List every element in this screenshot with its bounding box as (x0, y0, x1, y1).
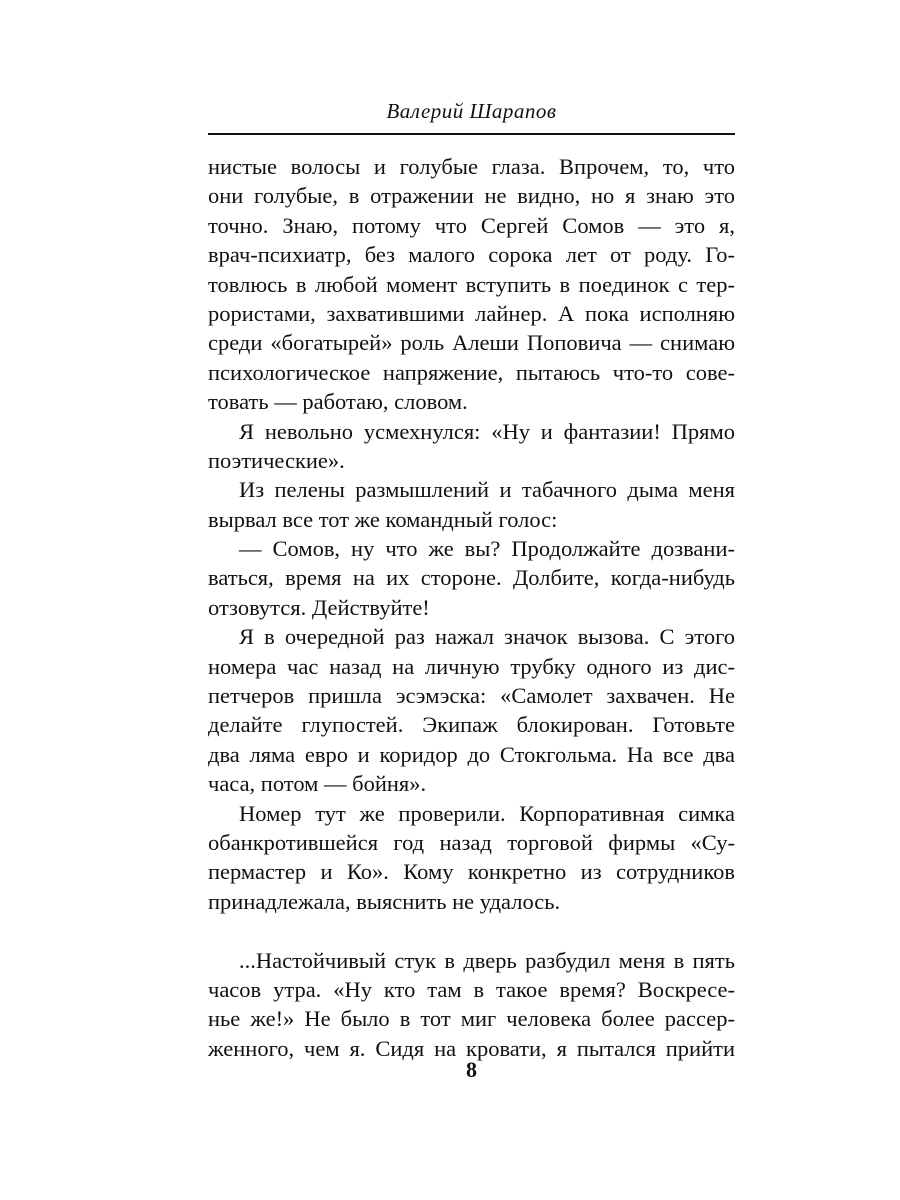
text-line: номера час назад на личную трубку одного из дис- (208, 653, 735, 679)
section-break (208, 916, 735, 945)
text-line: ...Настойчивый стук в дверь разбудил меня в пять (239, 947, 735, 973)
text-line: часа, потом — бойня». (208, 771, 427, 797)
text-line: точно. Знаю, потому что Сергей Сомов — это я, (208, 212, 735, 238)
text-line: часов утра. «Ну кто там в такое время? Воскресе- (208, 976, 735, 1002)
text-line: женного, чем я. Сидя на кровати, я пытался прийти (208, 1035, 735, 1061)
text-line: товать — работаю, словом. (208, 389, 468, 415)
text-line: два ляма евро и коридор до Стокгольма. На все два (208, 741, 735, 767)
text-line: принадлежала, выяснить не удалось. (208, 888, 561, 914)
text-line: поэтические». (208, 447, 345, 473)
text-line: психологическое напряжение, пытаюсь что-то сове- (208, 359, 735, 385)
text-line: товлюсь в любой момент вступить в поединок с тер- (208, 271, 735, 297)
text-line: ваться, время на их стороне. Долбите, когда-нибудь (208, 565, 735, 591)
text-line: вырвал все тот же командный голос: (208, 506, 558, 532)
text-line: нье же!» Не было в тот миг человека более рассер- (208, 1006, 735, 1032)
text-line: петчеров пришла эсэмэска: «Самолет захвачен. Не (208, 683, 735, 709)
text-line: Я невольно усмехнулся: «Ну и фантазии! Прямо (239, 418, 735, 444)
text-line: Номер тут же проверили. Корпоративная симка (239, 800, 735, 826)
text-line: нистые волосы и голубые глаза. Впрочем, то, что (208, 154, 735, 179)
text-line: они голубые, в отражении не видно, но я знаю это (208, 183, 735, 209)
text-line: Я в очередной раз нажал значок вызова. С этого (239, 624, 735, 650)
page-number: 8 (466, 1057, 477, 1082)
running-header-author: Валерий Шарапов (386, 99, 557, 123)
text-line: Из пелены размышлений и табачного дыма меня (239, 477, 735, 503)
text-line: пермастер и Ко». Кому конкретно из сотрудников (208, 859, 735, 885)
text-line: делайте глупостей. Экипаж блокирован. Готовьте (208, 712, 735, 738)
body-text (208, 152, 735, 1063)
text-line: рористами, захватившими лайнер. А пока исполняю (208, 300, 735, 326)
text-line: врач-психиатр, без малого сорока лет от роду. Го- (208, 242, 735, 268)
text-line: среди «богатырей» роль Алеши Поповича — снимаю (208, 330, 735, 356)
text-line: — Сомов, ну что же вы? Продолжайте дозвани- (239, 536, 735, 562)
text-line: обанкротившейся год назад торговой фирмы «Су- (208, 829, 735, 855)
text-line: отзовутся. Действуйте! (208, 594, 430, 620)
header-rule (208, 133, 735, 135)
